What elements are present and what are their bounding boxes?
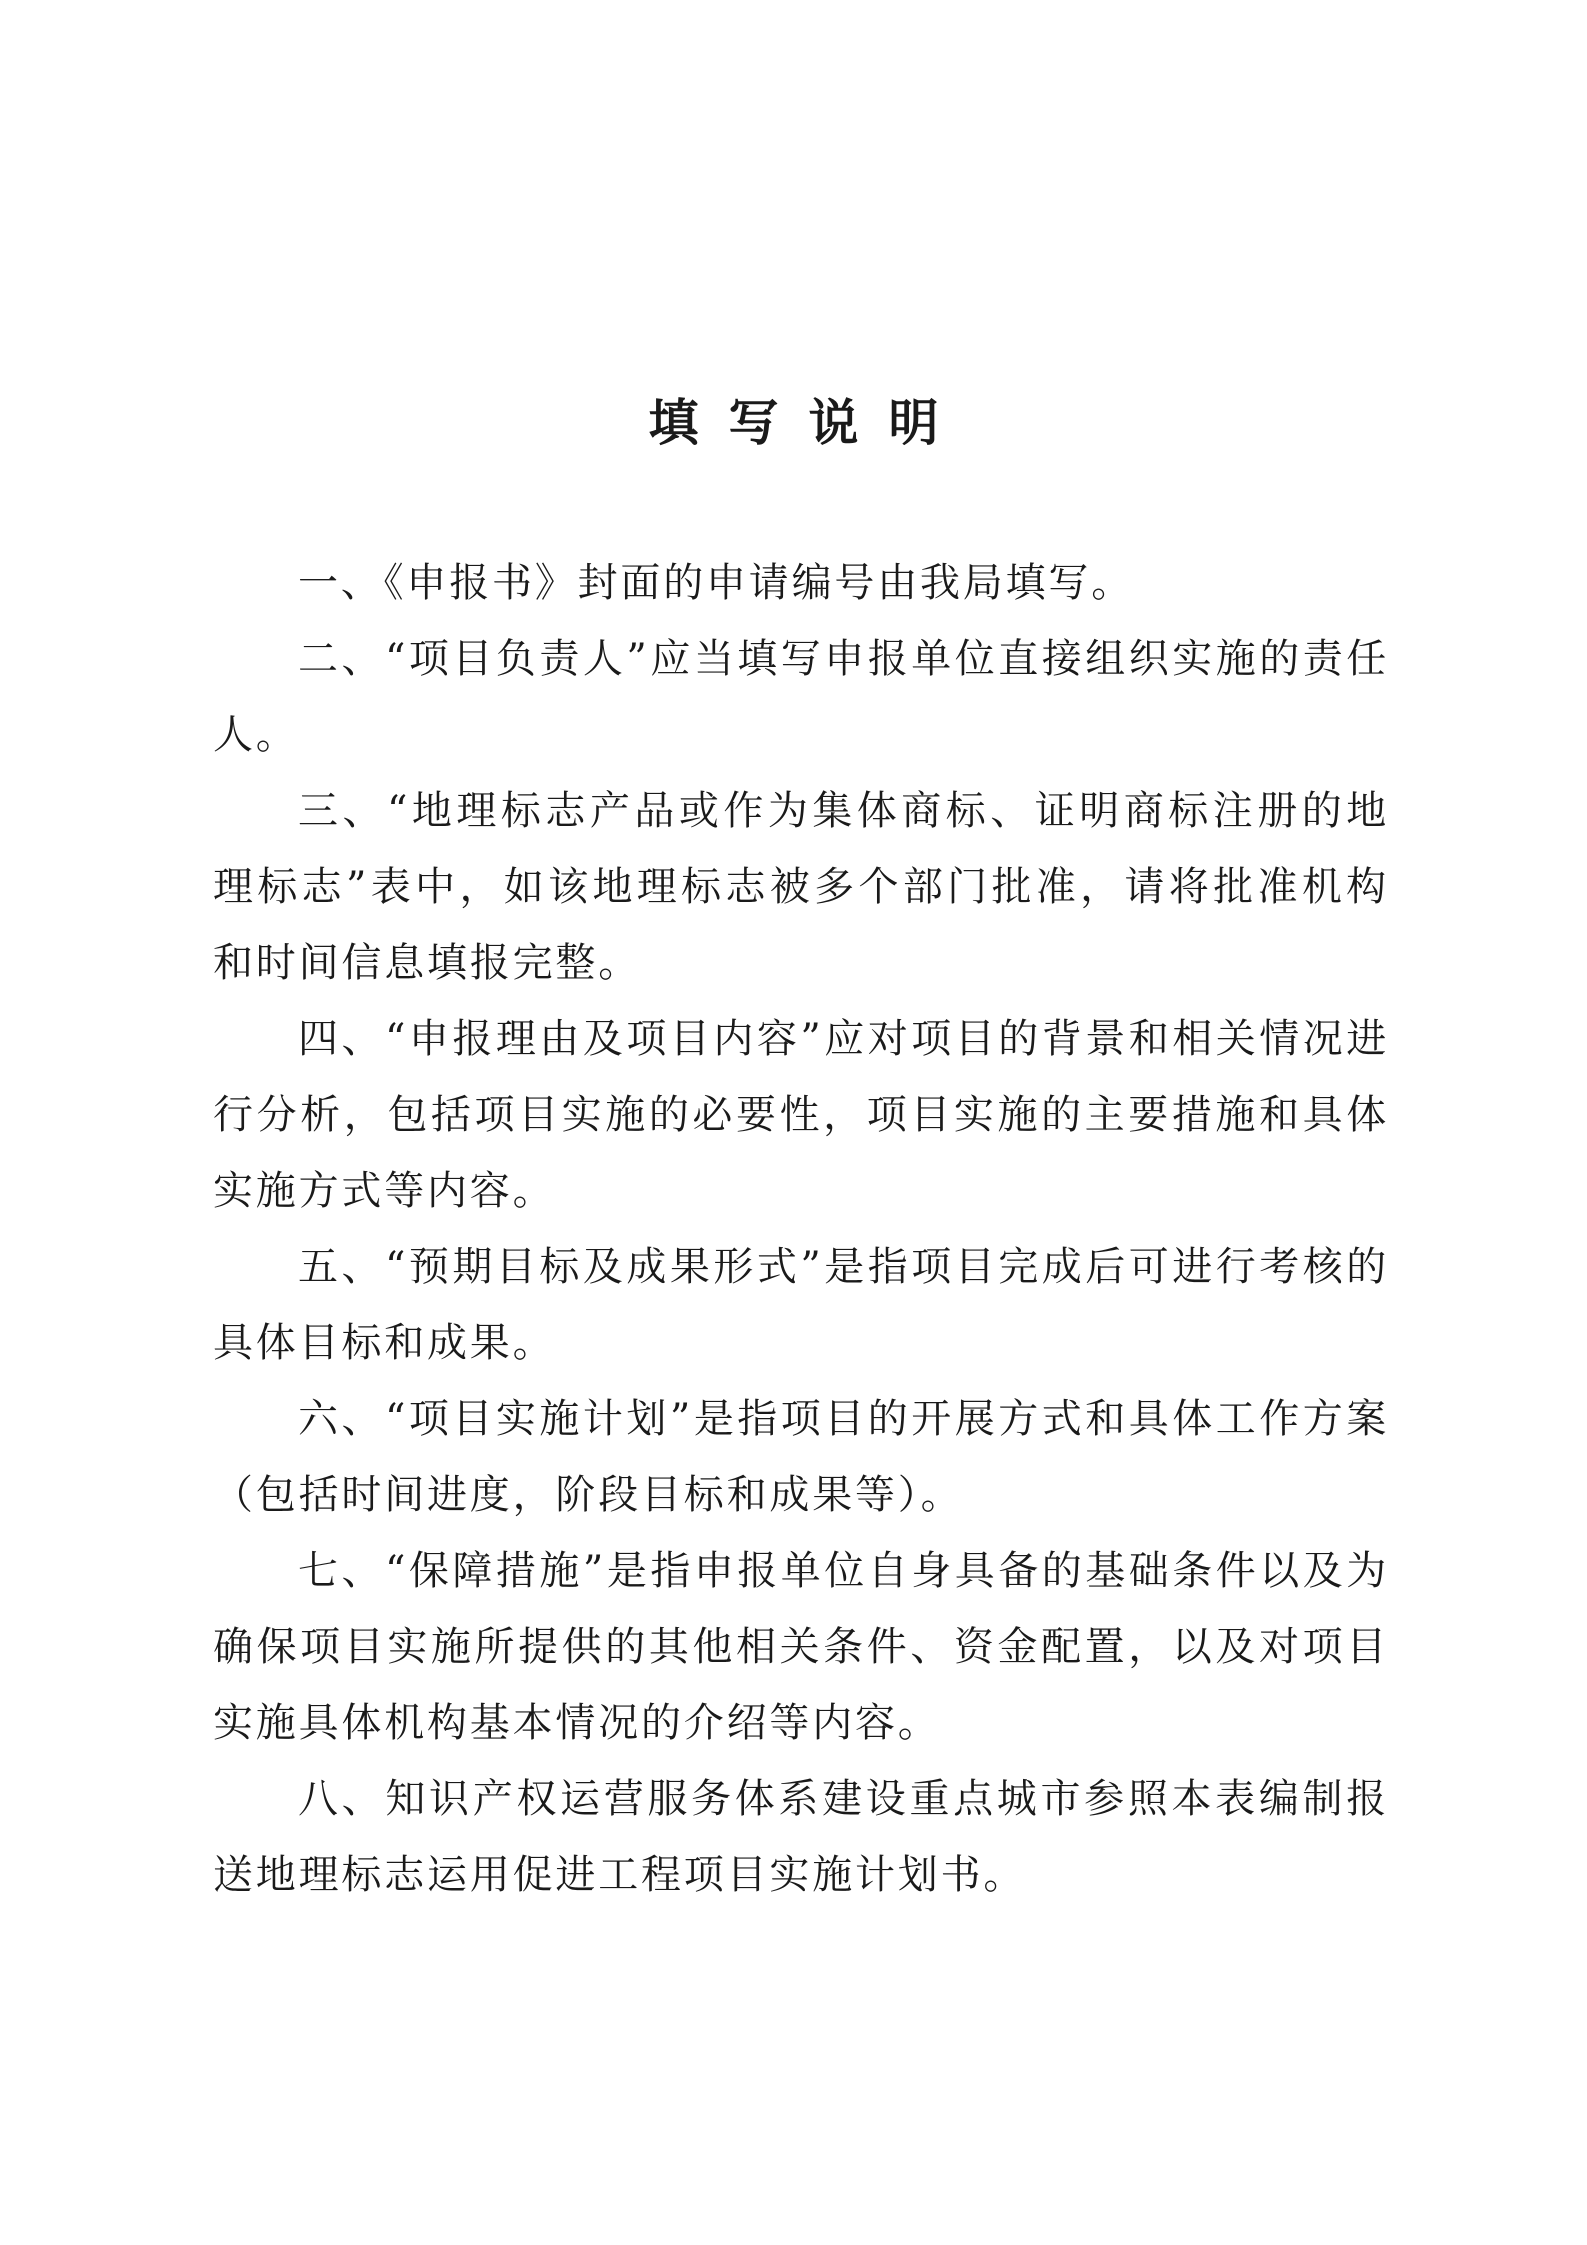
- instruction-paragraph-3: 三、“地理标志产品或作为集体商标、证明商标注册的地理标志”表中，如该地理标志被多个部门批准，请将批准机构和时间信息填报完整。: [213, 788, 1389, 986]
- instruction-paragraph-4: 四、“申报理由及项目内容”应对项目的背景和相关情况进行分析，包括项目实施的必要性，项目实施的主要措施和具体实施方式等内容。: [213, 1016, 1389, 1214]
- instruction-paragraph-5: 五、“预期目标及成果形式”是指项目完成后可进行考核的具体目标和成果。: [213, 1244, 1389, 1366]
- instruction-paragraph-8: 八、知识产权运营服务体系建设重点城市参照本表编制报送地理标志运用促进工程项目实施计划书。: [213, 1776, 1389, 1898]
- page-title: 填写说明: [648, 394, 969, 452]
- instruction-paragraph-1: 一、《申报书》封面的申请编号由我局填写。: [298, 560, 1134, 606]
- instruction-paragraph-2: 二、“项目负责人”应当填写申报单位直接组织实施的责任人。: [213, 636, 1389, 758]
- instructions-body: [213, 545, 1389, 1913]
- instruction-paragraph-7: 七、“保障措施”是指申报单位自身具备的基础条件以及为确保项目实施所提供的其他相关条件、资金配置，以及对项目实施具体机构基本情况的介绍等内容。: [213, 1548, 1389, 1746]
- instruction-paragraph-6: 六、“项目实施计划”是指项目的开展方式和具体工作方案（包括时间进度，阶段目标和成果等）。: [213, 1396, 1389, 1518]
